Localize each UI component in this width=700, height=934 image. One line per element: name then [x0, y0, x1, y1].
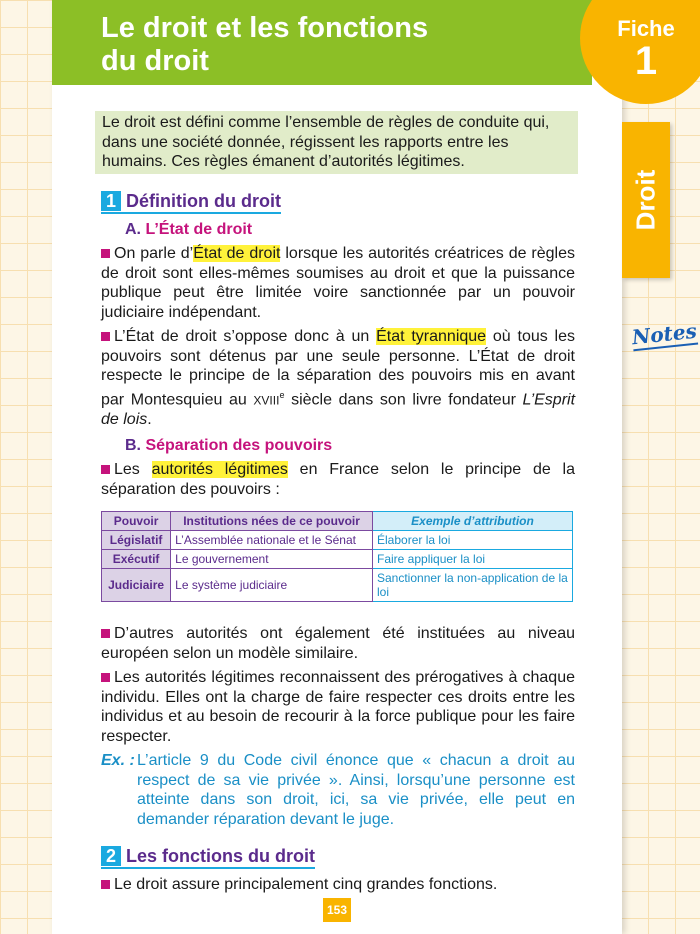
text: .: [147, 411, 152, 429]
page-number: 153: [323, 898, 351, 922]
bullet-square-icon: [101, 880, 110, 889]
bullet-square-icon: [101, 332, 110, 341]
subsection-title: L’État de droit: [145, 220, 253, 238]
cell: Le système judiciaire: [171, 569, 373, 602]
section-number: 2: [101, 846, 121, 866]
powers-table: [101, 511, 573, 602]
fiche-label: Fiche: [617, 16, 675, 41]
text: où tous les pouvoirs sont détenus par une seule personne. L’État de droit respecte le principe de la séparation des pouvoirs mis en avant par Montesquieu au: [101, 328, 576, 408]
text: On parle d’: [114, 245, 194, 262]
header-cell: Institutions nées de ce pouvoir: [171, 512, 373, 531]
table-header: [102, 512, 573, 531]
subsection-letter: B.: [125, 436, 141, 454]
section-title: Définition du droit: [126, 191, 281, 211]
highlight: État de droit: [193, 245, 281, 262]
paragraph: [101, 624, 575, 663]
superscript: e: [279, 389, 285, 400]
text: L’État de droit s’oppose donc à un: [114, 328, 377, 345]
page-title: [52, 0, 592, 85]
example: [101, 751, 575, 829]
text: lorsque les autorités créatrices de règles de droit sont elles-mêmes soumises au droit et que la puissance publique peut être limitée voire sanctionnée par un pouvoir judiciaire indépendant.: [101, 245, 575, 321]
section-heading: [101, 847, 315, 869]
cell: Le gouvernement: [171, 550, 373, 569]
paragraph: [101, 460, 575, 499]
example-text: L’article 9 du Code civil énonce que « chacun a droit au respect de sa vie privée ». Ainsi, lorsqu’une personne est atteinte dans son droit, ici, sa vie privée, elle peut en demander réparation devant le juge.: [137, 752, 575, 828]
book-title: L’Esprit de lois: [101, 390, 576, 429]
cell: Élaborer la loi: [373, 531, 573, 550]
cell: Sanctionner la non-application de la loi: [373, 569, 573, 602]
bullet-square-icon: [101, 629, 110, 638]
subsection-heading: [125, 436, 575, 456]
subject-tab: [622, 122, 670, 278]
table-row: [102, 531, 573, 550]
paragraph: [101, 327, 575, 430]
cell: Exécutif: [102, 550, 171, 569]
header-cell: Pouvoir: [102, 512, 171, 531]
subsection-title: Séparation des pouvoirs: [145, 436, 333, 454]
subsection-heading: [125, 220, 575, 240]
header-cell: Exemple d’attribution: [373, 512, 573, 531]
paragraph: [101, 244, 575, 322]
fiche-number: 1: [634, 39, 658, 83]
paragraph: [101, 875, 575, 895]
intro-box: Le droit est défini comme l’ensemble de règles de conduite qui, dans une société donnée, régissent les rapports entre les humains. Ces règles émanent d’autorités légitimes.: [95, 111, 578, 174]
section-title: Les fonctions du droit: [126, 846, 316, 867]
text: Les: [114, 461, 152, 479]
table-row: [102, 550, 573, 569]
subject-tab-label: Droit: [630, 169, 661, 231]
example-label: Ex. :: [101, 752, 135, 770]
section-heading: [101, 192, 281, 214]
cell: Faire appliquer la loi: [373, 550, 573, 569]
cell: L’Assemblée nationale et le Sénat: [171, 531, 373, 550]
text: D’autres autorités ont également été instituées au niveau européen selon un modèle similaire.: [101, 625, 575, 662]
title-line: du droit: [101, 45, 209, 77]
title-line: Le droit et les fonctions: [101, 12, 429, 44]
bullet-square-icon: [101, 465, 110, 474]
content: [101, 192, 575, 899]
text: en France selon le principe de la séparation des pouvoirs :: [101, 461, 575, 498]
section-number: 1: [101, 191, 121, 211]
text: Les autorités légitimes reconnaissent des prérogatives à chaque individu. Elles ont la charge de faire respecter ces droits entre les individus et au besoin de recourir à la force publique pour les faire respecter.: [101, 669, 575, 745]
notes-label: Notes: [630, 318, 698, 350]
bullet-square-icon: [101, 249, 110, 258]
highlight: autorités légitimes: [151, 461, 288, 479]
subsection-letter: A.: [125, 220, 141, 238]
century: XVIII: [253, 392, 280, 407]
text: siècle dans son livre fondateur: [284, 390, 523, 408]
highlight: État tyrannique: [376, 328, 487, 345]
text: Le droit assure principalement cinq grandes fonctions.: [114, 875, 498, 893]
paragraph: [101, 668, 575, 746]
table-row: [102, 569, 573, 602]
cell: Législatif: [102, 531, 171, 550]
cell: Judiciaire: [102, 569, 171, 602]
bullet-square-icon: [101, 673, 110, 682]
